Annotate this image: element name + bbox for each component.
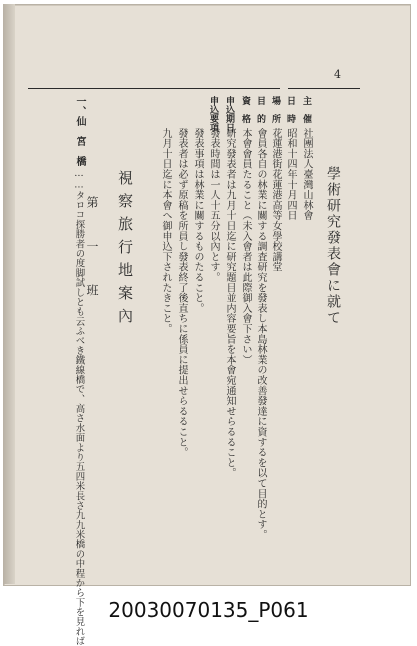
item-label-sensen-bridge: 一、仙 宮 橋: [74, 96, 85, 166]
document-page: [3, 4, 411, 586]
text-purpose: 會員各自の林業に關する調査研究を發表し本島林業の改善發達に資するを以て目的とす。: [255, 128, 266, 540]
text-organizer: 社團法人臺灣山林會: [301, 128, 312, 221]
label-qualification: 資 格: [240, 96, 250, 123]
text-requirement-time: 發表時間は一人十五分以內とす。: [208, 128, 219, 283]
item-text-sensen-bridge: ……タロコ探勝者の度脚試しとも云ふべき鐵線橋で、高さ水面より五四米長さ九九米橋の中程から下を見れば: [73, 168, 85, 646]
text-requirement-manuscript: 發表者は必ず原稿を所員し發表終了後直ちに係員に提出せらるること。: [176, 128, 187, 458]
label-purpose: 目 的: [255, 96, 265, 123]
label-deadline: 申込期日: [224, 96, 234, 132]
header-rule: [288, 88, 360, 89]
meeting-title: 學術研究發表會に就て: [325, 166, 341, 326]
text-requirement-subject: 發表事項は林業に關するものたること。: [192, 128, 203, 314]
guide-subtitle: 第 一 班: [85, 196, 99, 306]
text-date: 昭和十四年十月四日: [285, 128, 296, 221]
text-qualification: 本會會員たること（未入會者は此際御入會下さい）: [240, 128, 251, 365]
text-deadline: 研究發表者は九月十日迄に研究題目並内容要旨を本會宛通知せらるること。: [224, 128, 235, 479]
text-venue: 花蓮港街花蓮港高等女學校講堂: [270, 128, 281, 273]
label-date: 日 時: [285, 96, 295, 123]
label-venue: 場 所: [270, 96, 280, 123]
page-number: 4: [334, 68, 341, 81]
header-rule-left: [28, 88, 280, 89]
guide-title: 視察旅行地案內: [116, 170, 134, 331]
label-organizer: 主 催: [301, 96, 311, 123]
image-caption: 20030070135_P061: [108, 598, 309, 622]
page-binding-edge: [3, 4, 15, 584]
text-requirement-apply: 九月十日迄に本會へ御申込下されたきこと。: [160, 128, 171, 334]
label-requirements: 申込要項: [208, 96, 218, 132]
